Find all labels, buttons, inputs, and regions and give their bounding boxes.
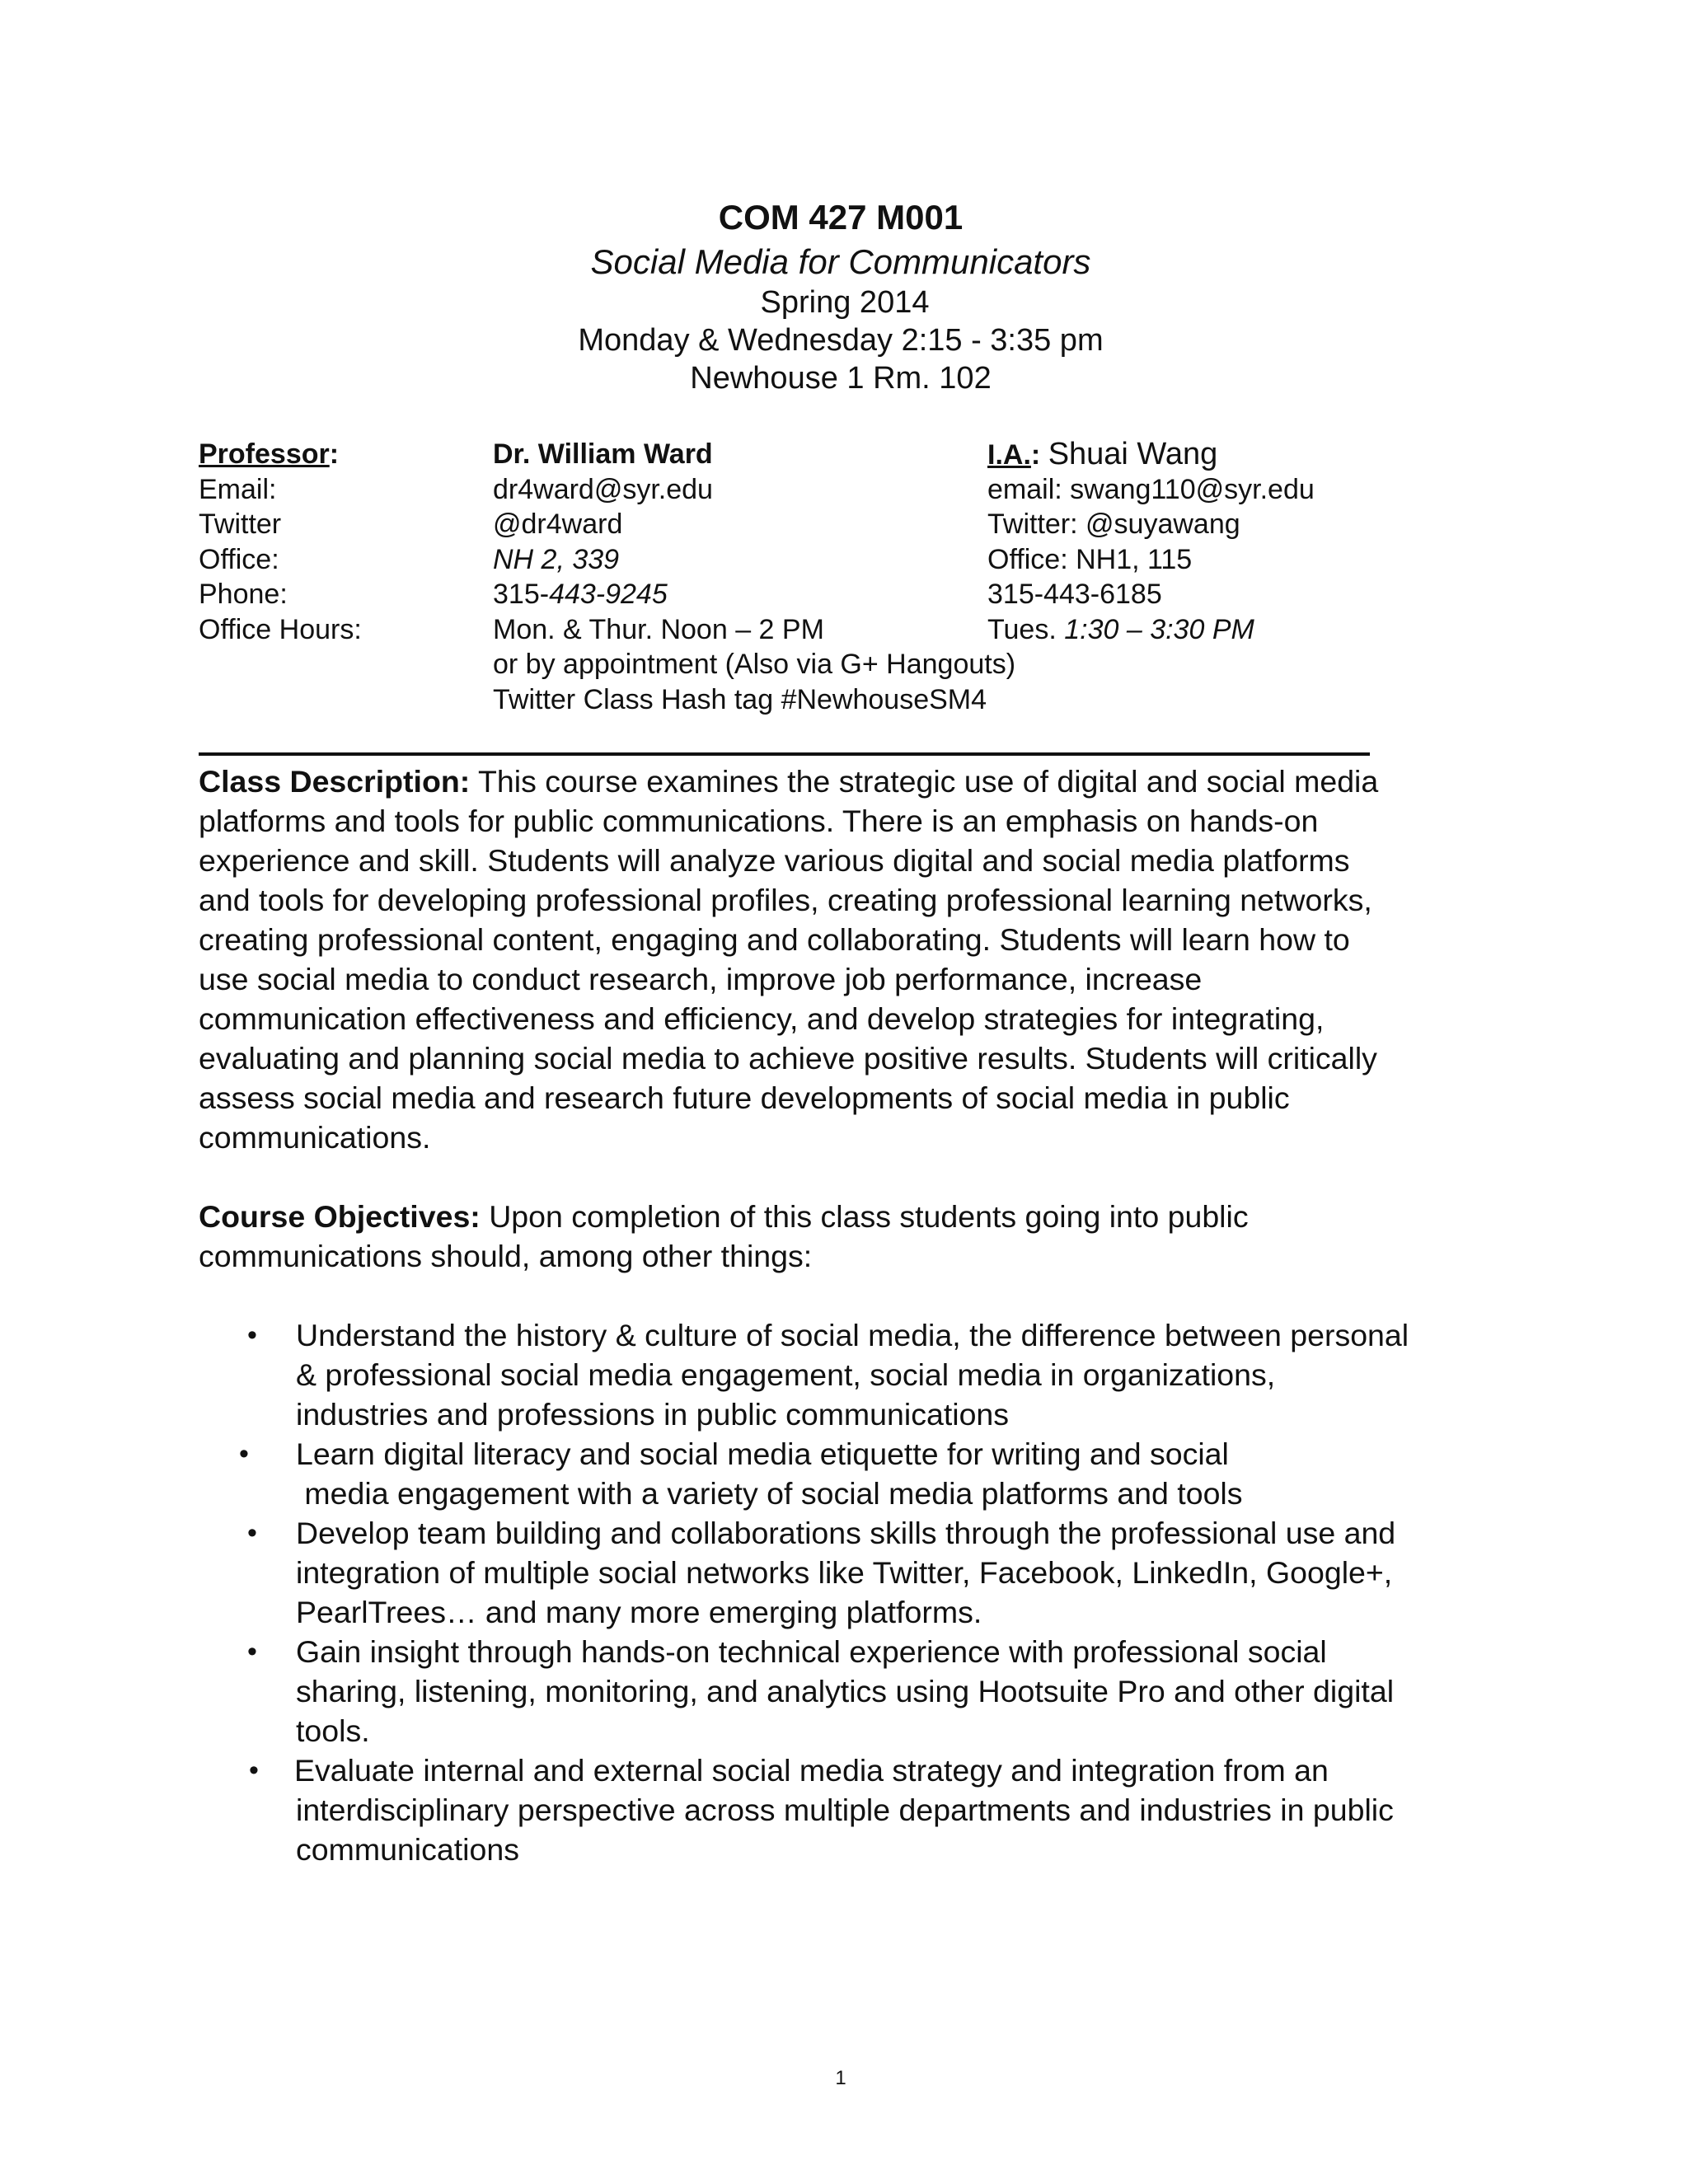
contact-row-names: [199, 437, 1435, 472]
course-objectives-text: Upon completion of this class students going into public: [480, 1199, 1249, 1234]
professor-label-cell: [199, 437, 339, 472]
class-hashtag: Twitter Class Hash tag #NewhouseSM4: [493, 683, 987, 715]
class-description-line: assess social media and research future developments of social media in public: [199, 1080, 1290, 1115]
bullet-icon: •: [249, 1755, 259, 1786]
course-location: Newhouse 1 Rm. 102: [690, 361, 992, 396]
class-description-line: communication effectiveness and efficiency, and develop strategies for integrating,: [199, 1001, 1325, 1036]
class-description-line: [199, 762, 1484, 801]
class-description-line: evaluating and planning social media to achieve positive results. Students will critically: [199, 1041, 1377, 1076]
ia-office-hours-day: Tues.: [987, 613, 1065, 645]
class-description-text: This course examines the strategic use of digital and social media: [470, 764, 1379, 799]
course-schedule: Monday & Wednesday 2:15 - 3:35 pm: [578, 323, 1104, 358]
professor-phone: [493, 577, 668, 612]
course-term: Spring 2014: [760, 285, 930, 320]
twitter-label: Twitter: [199, 509, 282, 540]
course-objectives-line: communications should, among other things:: [199, 1239, 813, 1273]
objectives-list: [0, 1315, 1688, 1869]
course-objectives: [199, 1197, 1484, 1276]
objective-item: [0, 1513, 1688, 1632]
ia-email: email: swang110@syr.edu: [987, 473, 1315, 505]
professor-twitter: @dr4ward: [493, 509, 623, 540]
page-number: 1: [835, 2067, 846, 2089]
objective-item: [0, 1315, 1688, 1434]
objective-text: [296, 1434, 1582, 1513]
course-objectives-line: [199, 1197, 1484, 1236]
objective-line: & professional social media engagement, social media in organizations,: [296, 1357, 1276, 1392]
objective-item: [0, 1434, 1688, 1513]
objective-line: integration of multiple social networks like Twitter, Facebook, LinkedIn, Google+,: [296, 1555, 1393, 1590]
objective-line: media engagement with a variety of social media platforms and tools: [296, 1476, 1243, 1511]
ia-twitter: Twitter: @suyawang: [987, 509, 1240, 540]
ia-label: I.A.: [987, 439, 1031, 471]
contact-row-twitter: [199, 507, 1435, 542]
objective-line: Gain insight through hands-on technical experience with professional social: [296, 1634, 1327, 1669]
contact-row-email: [199, 472, 1435, 508]
ia-office: Office: NH1, 115: [987, 543, 1193, 575]
objective-line: Develop team building and collaborations skills through the professional use and: [296, 1516, 1396, 1550]
objective-line: industries and professions in public communications: [296, 1397, 1010, 1432]
email-label: Email:: [199, 473, 277, 505]
objective-text: [296, 1513, 1582, 1632]
objective-line: sharing, listening, monitoring, and analytics using Hootsuite Pro and other digital: [296, 1674, 1395, 1708]
professor-email: dr4ward@syr.edu: [493, 473, 713, 505]
professor-phone-prefix: 315-: [493, 579, 550, 610]
phone-label: Phone:: [199, 579, 288, 610]
objective-item: [0, 1750, 1688, 1869]
bullet-icon: •: [247, 1319, 257, 1351]
office-label: Office:: [199, 543, 279, 575]
class-description-line: communications.: [199, 1120, 431, 1155]
bullet-icon: •: [247, 1517, 257, 1549]
objective-line: Evaluate internal and external social media strategy and integration from an: [294, 1753, 1329, 1788]
objective-line: tools.: [296, 1713, 370, 1748]
course-objectives-label: Course Objectives:: [199, 1199, 481, 1234]
professor-label: Professor: [199, 438, 330, 470]
ia-office-hours: [987, 612, 1254, 648]
objective-text: [296, 1632, 1582, 1750]
course-title: Social Media for Communicators: [590, 242, 1091, 281]
bullet-icon: •: [247, 1636, 257, 1667]
ia-office-hours-time: 1:30 – 3:30 PM: [1064, 613, 1254, 645]
contact-row-office-hours: [199, 612, 1435, 648]
objective-text: [294, 1750, 1580, 1869]
objective-line: PearlTrees… and many more emerging platforms.: [296, 1595, 982, 1629]
office-hours-label: Office Hours:: [199, 613, 362, 645]
section-divider: [199, 752, 1370, 756]
objective-line: Learn digital literacy and social media etiquette for writing and social: [296, 1436, 1229, 1471]
class-description-line: use social media to conduct research, improve job performance, increase: [199, 962, 1203, 996]
objective-text: [296, 1315, 1582, 1434]
ia-label-colon: :: [1030, 439, 1041, 471]
bullet-icon: •: [239, 1438, 249, 1469]
class-description-line: and tools for developing professional profiles, creating professional learning networks,: [199, 883, 1372, 917]
objective-line: communications: [296, 1832, 519, 1867]
class-description-line: experience and skill. Students will analyze various digital and social media platforms: [199, 843, 1350, 878]
contact-row-hashtag: [199, 682, 1435, 718]
contact-row-appointment: [199, 647, 1435, 682]
ia-name: Shuai Wang: [1048, 437, 1218, 471]
ia-cell: [987, 437, 1217, 473]
contact-table: [199, 437, 1435, 717]
class-description: [199, 762, 1484, 1157]
ia-phone: 315-443-6185: [987, 579, 1162, 610]
contact-row-phone: [199, 577, 1435, 612]
appointment-note: or by appointment (Also via G+ Hangouts): [493, 649, 1016, 680]
objective-line: Understand the history & culture of social media, the difference between personal: [296, 1318, 1409, 1352]
professor-name: Dr. William Ward: [493, 438, 713, 470]
objective-line: interdisciplinary perspective across multiple departments and industries in public: [296, 1793, 1394, 1827]
contact-row-office: [199, 542, 1435, 578]
professor-office-hours: Mon. & Thur. Noon – 2 PM: [493, 613, 824, 645]
class-description-line: creating professional content, engaging and collaborating. Students will learn how to: [199, 922, 1350, 957]
class-description-label: Class Description:: [199, 764, 471, 799]
class-description-line: platforms and tools for public communications. There is an emphasis on hands-on: [199, 804, 1319, 838]
objective-item: [0, 1632, 1688, 1750]
professor-label-colon: :: [329, 438, 340, 470]
professor-office: NH 2, 339: [493, 543, 620, 575]
course-code: COM 427 M001: [718, 198, 964, 237]
professor-phone-number: 443-9245: [549, 579, 668, 610]
